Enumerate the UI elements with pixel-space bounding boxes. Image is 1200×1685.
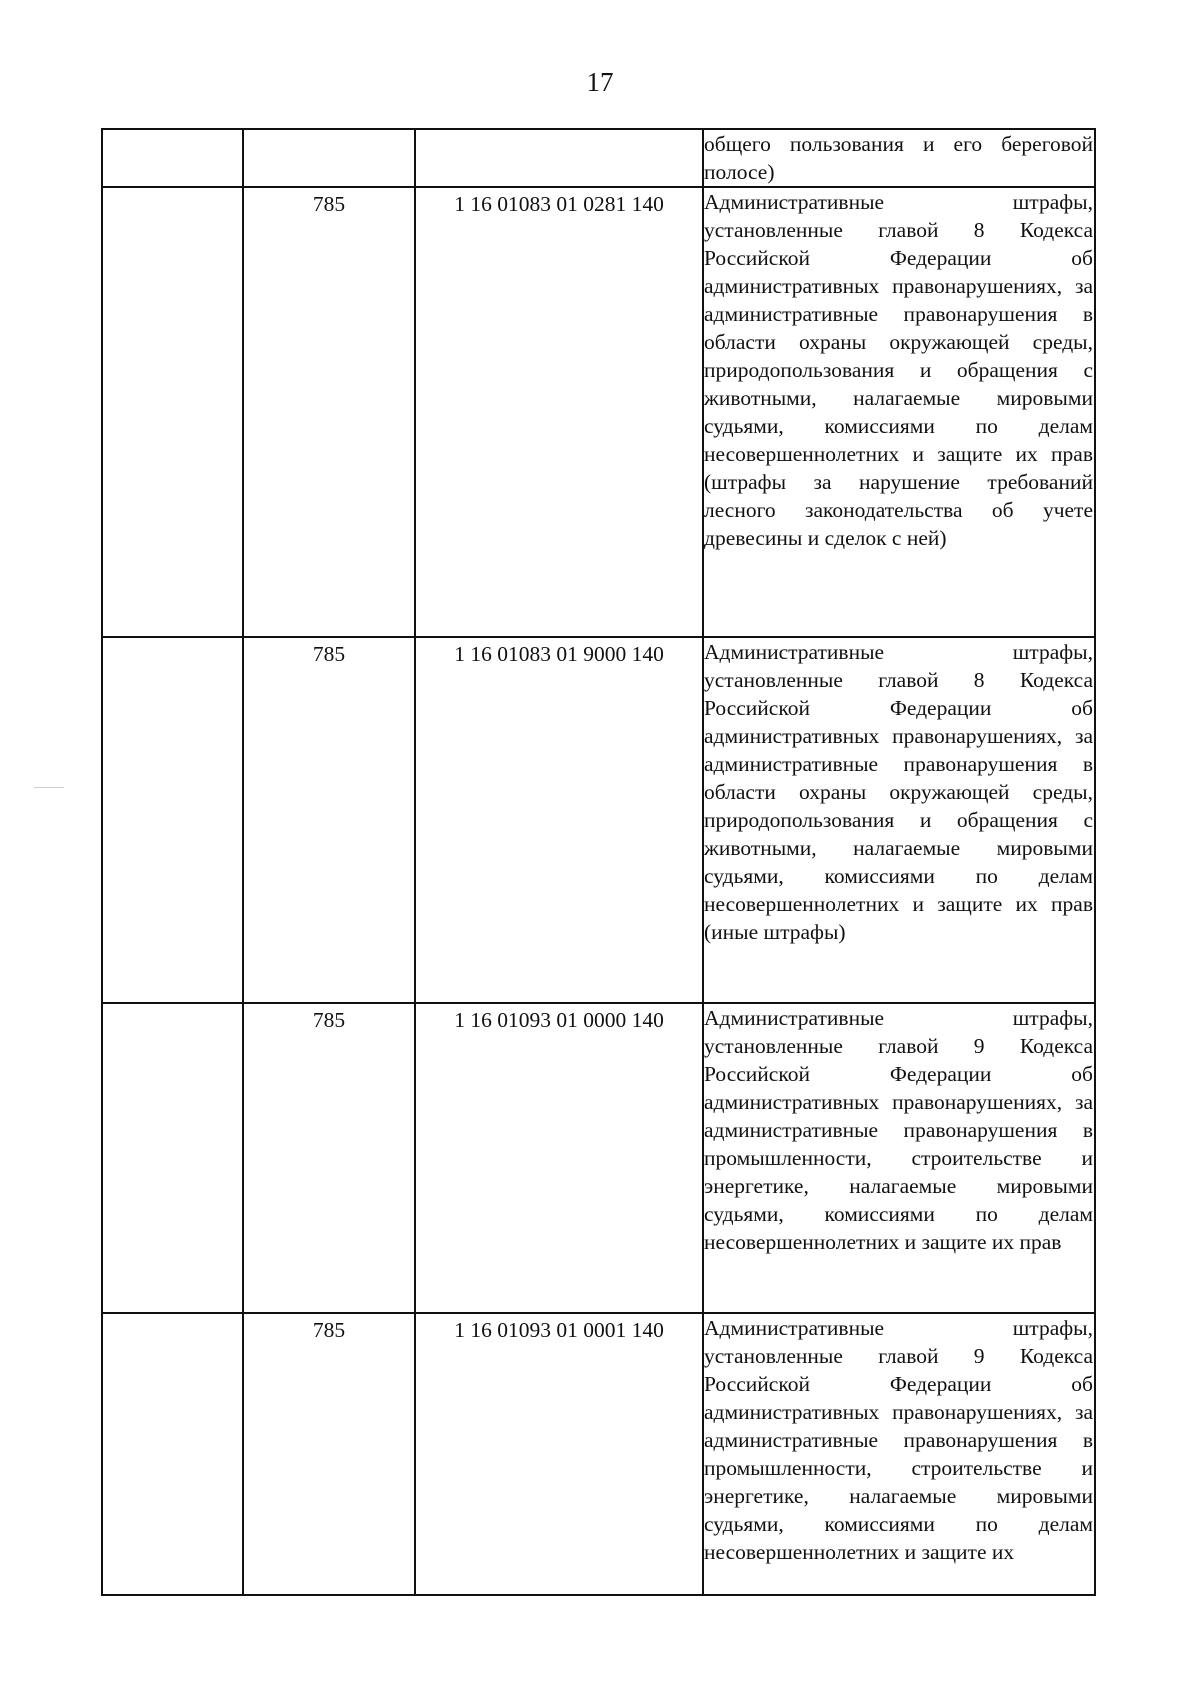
kbk-code-cell: 1 16 01083 01 0281 140 (415, 187, 703, 637)
description-cell: общего пользования и его береговой полосе) (703, 129, 1095, 187)
description-cell: Административные штрафы, установленные главой 9 Кодекса Российской Федерации об административных правонарушениях, за административные правонарушения в промышленности, строительстве и энергетике, налагаемые мировыми судьями, комиссиями по делам несовершеннолетних и защите их (703, 1313, 1095, 1595)
empty-cell (102, 1313, 243, 1595)
table-row (102, 637, 1095, 1003)
empty-cell (102, 129, 243, 187)
budget-codes-table (101, 128, 1096, 1596)
kbk-code-cell: 1 16 01093 01 0000 140 (415, 1003, 703, 1313)
table-row (102, 1313, 1095, 1595)
table-row (102, 129, 1095, 187)
admin-code-cell: 785 (243, 1313, 415, 1595)
empty-cell (102, 1003, 243, 1313)
admin-code-cell: 785 (243, 1003, 415, 1313)
description-cell: Административные штрафы, установленные главой 8 Кодекса Российской Федерации об административных правонарушениях, за административные правонарушения в области охраны окружающей среды, природопользования и обращения с животными, налагаемые мировыми судьями, комиссиями по делам несовершеннолетних и защите их прав (иные штрафы) (703, 637, 1095, 1003)
admin-code-cell: 785 (243, 637, 415, 1003)
admin-code-cell (243, 129, 415, 187)
admin-code-cell: 785 (243, 187, 415, 637)
description-cell: Административные штрафы, установленные главой 9 Кодекса Российской Федерации об административных правонарушениях, за административные правонарушения в промышленности, строительстве и энергетике, налагаемые мировыми судьями, комиссиями по делам несовершеннолетних и защите их прав (703, 1003, 1095, 1313)
description-cell: Административные штрафы, установленные главой 8 Кодекса Российской Федерации об административных правонарушениях, за административные правонарушения в области охраны окружающей среды, природопользования и обращения с животными, налагаемые мировыми судьями, комиссиями по делам несовершеннолетних и защите их прав (штрафы за нарушение требований лесного законодательства об учете древесины и сделок с ней) (703, 187, 1095, 637)
page-number: 17 (586, 67, 614, 97)
table-row (102, 187, 1095, 637)
empty-cell (102, 187, 243, 637)
empty-cell (102, 637, 243, 1003)
table-row (102, 1003, 1095, 1313)
kbk-code-cell: 1 16 01093 01 0001 140 (415, 1313, 703, 1595)
kbk-code-cell (415, 129, 703, 187)
kbk-code-cell: 1 16 01083 01 9000 140 (415, 637, 703, 1003)
scan-artifact-line (34, 787, 64, 788)
